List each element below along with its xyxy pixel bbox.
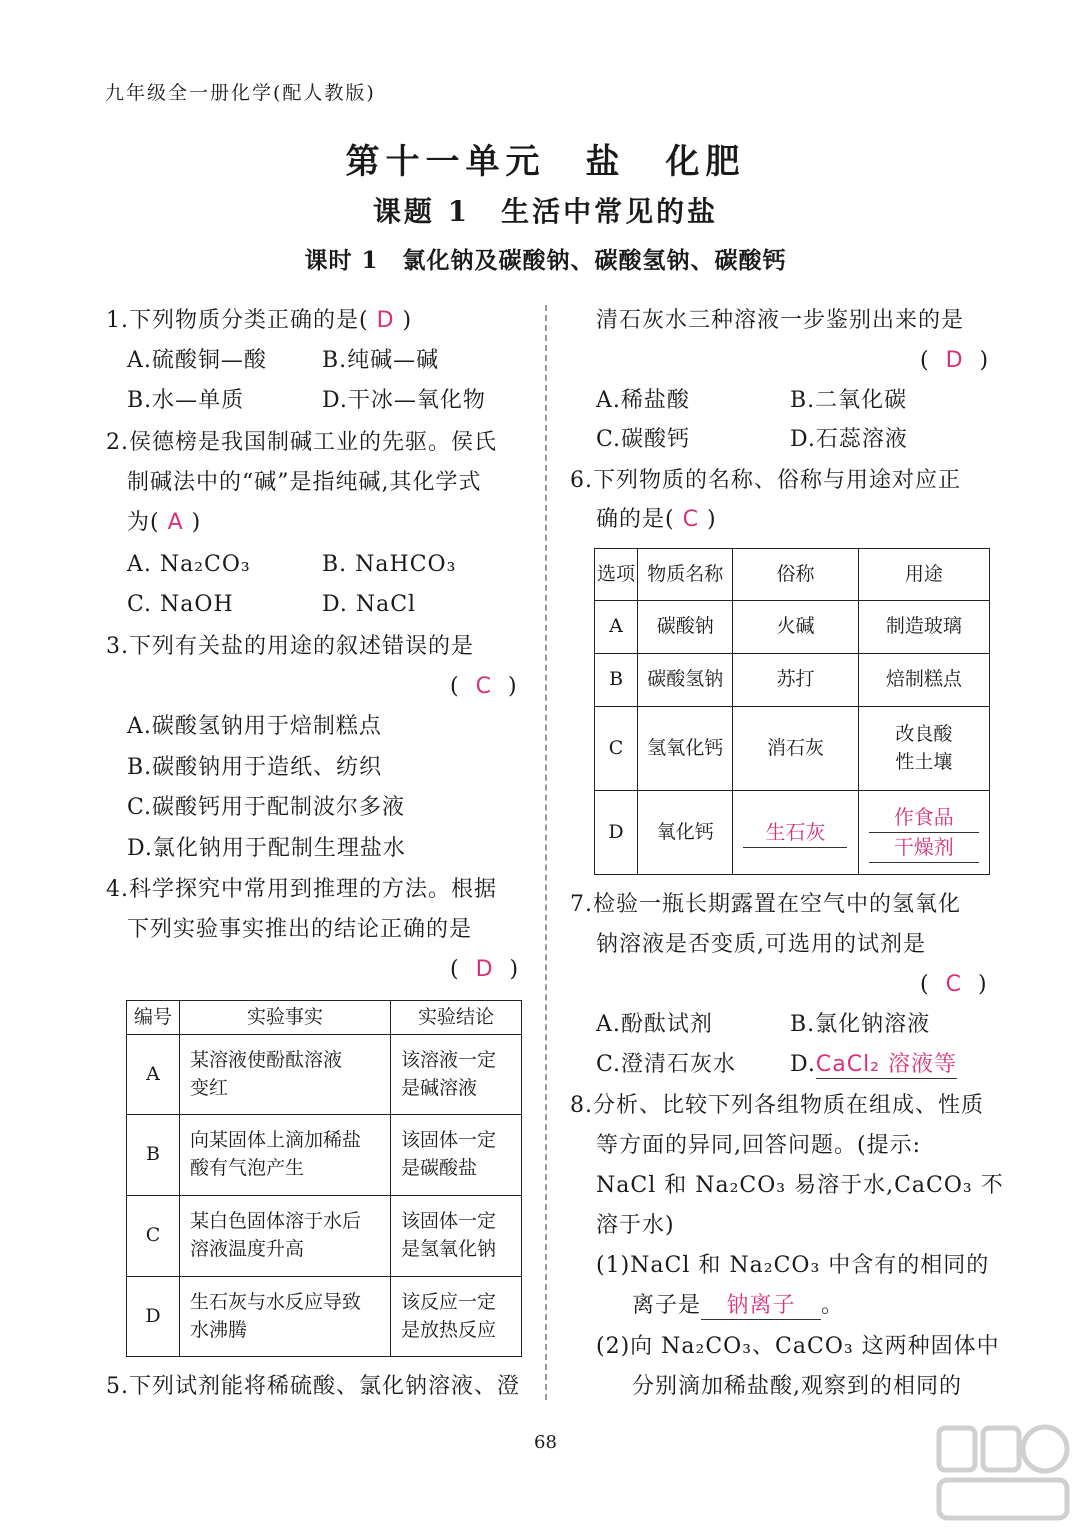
- row-id: B: [595, 654, 638, 707]
- conclusion-cell: 该溶液一定 是碱溶液: [391, 1035, 522, 1115]
- q2-option-c: C. NaOH: [127, 592, 234, 617]
- q2-option-d: D. NaCl: [322, 592, 417, 617]
- conclusion-cell: 该固体一定 是氢氧化钠: [391, 1196, 522, 1277]
- common-name-cell: 火碱: [733, 601, 858, 654]
- q7-option-d: D.CaCl₂ 溶液等: [790, 1052, 957, 1079]
- q2-answer: A: [167, 510, 184, 535]
- handwritten-answer: 作食品: [869, 803, 979, 833]
- q2-line2: 制碱法中的“碱”是指纯碱,其化学式: [127, 470, 482, 495]
- use-cell: 制造玻璃: [858, 601, 989, 654]
- q7-option-c: C.澄清石灰水: [596, 1052, 737, 1077]
- q2-option-b: B. NaHCO₃: [322, 552, 457, 577]
- common-name-cell: 消石灰: [733, 707, 858, 791]
- q8-line3: NaCl 和 Na₂CO₃ 易溶于水,CaCO₃ 不: [596, 1173, 1004, 1198]
- table-header-cell: 用途: [858, 549, 989, 601]
- q8-sub1-line2: 离子是 钠离子 。: [632, 1293, 844, 1320]
- row-id: A: [595, 601, 638, 654]
- table-row: [127, 1277, 522, 1357]
- use-cell: [858, 791, 989, 875]
- q7-answer: C: [945, 972, 962, 997]
- q8-line2: 等方面的异同,回答问题。(提示:: [596, 1133, 921, 1158]
- table-header-row: [127, 1001, 522, 1035]
- q4-table: [126, 1000, 522, 1357]
- column-divider: [545, 305, 547, 1400]
- q1-option-b: B.纯碱—碱: [322, 348, 440, 373]
- q8-sub2-line2: 分别滴加稀盐酸,观察到的相同的: [632, 1374, 962, 1399]
- q3-option-b: B.碳酸钠用于造纸、纺织: [127, 755, 383, 780]
- table-row: [127, 1115, 522, 1196]
- fact-cell: 某白色固体溶于水后 溶液温度升高: [180, 1196, 391, 1277]
- handwritten-answer: 干燥剂: [869, 833, 979, 863]
- row-id: A: [127, 1035, 180, 1115]
- table-header-cell: 俗称: [733, 549, 858, 601]
- q6-table: [594, 548, 990, 875]
- handwritten-answer: 生石灰: [743, 818, 847, 848]
- q8-sub1-line1: (1)NaCl 和 Na₂CO₃ 中含有的相同的: [596, 1253, 990, 1278]
- q5-option-d: D.石蕊溶液: [790, 427, 908, 452]
- q2-line1: 2.侯德榜是我国制碱工业的先驱。侯氏: [106, 430, 497, 455]
- q5-option-c: C.碳酸钙: [596, 427, 691, 452]
- table-row: [595, 601, 990, 654]
- q2-option-a: A. Na₂CO₃: [127, 552, 251, 577]
- table-row: [595, 707, 990, 791]
- conclusion-cell: 该固体一定 是碳酸盐: [391, 1115, 522, 1196]
- q5-line1: 5.下列试剂能将稀硫酸、氯化钠溶液、澄: [106, 1374, 520, 1399]
- conclusion-cell: 该反应一定 是放热反应: [391, 1277, 522, 1357]
- page-number: 68: [534, 1432, 557, 1453]
- q3-option-d: D.氯化钠用于配制生理盐水: [127, 836, 406, 861]
- q5-option-a: A.稀盐酸: [596, 388, 690, 413]
- table-header-cell: 编号: [127, 1001, 180, 1035]
- row-id: C: [127, 1196, 180, 1277]
- common-name-cell: [733, 791, 858, 875]
- q3-answer-slot: ( C ): [450, 674, 518, 699]
- q5-option-b: B.二氧化碳: [790, 388, 908, 413]
- section-title: 课时 1 氯化钠及碳酸钠、碳酸氢钠、碳酸钙: [304, 247, 787, 274]
- table-header-row: [595, 549, 990, 601]
- common-name-cell: 苏打: [733, 654, 858, 707]
- q5-answer: D: [945, 348, 964, 373]
- q7-line2: 钠溶液是否变质,可选用的试剂是: [596, 932, 926, 957]
- row-id: B: [127, 1115, 180, 1196]
- q1-option-d: D.干冰—氧化物: [322, 388, 486, 413]
- q1-option-a: A.硫酸铜—酸: [127, 348, 267, 373]
- q8-sub1-answer: 钠离子: [701, 1293, 821, 1320]
- row-id: D: [127, 1277, 180, 1357]
- q6-answer: C: [682, 507, 699, 532]
- book-header: 九年级全一册化学(配人教版): [105, 82, 376, 104]
- fact-cell: 某溶液使酚酞溶液 变红: [180, 1035, 391, 1115]
- q8-line1: 8.分析、比较下列各组物质在组成、性质: [570, 1093, 984, 1118]
- row-id: C: [595, 707, 638, 791]
- lesson-title: 课题 1 生活中常见的盐: [372, 195, 719, 228]
- watermark-logo: [933, 1418, 1073, 1528]
- table-row: [595, 791, 990, 875]
- q7-option-a: A.酚酞试剂: [596, 1012, 713, 1037]
- q7-answer-slot: ( C ): [920, 972, 988, 997]
- name-cell: 碳酸氢钠: [638, 654, 733, 707]
- table-row: [127, 1196, 522, 1277]
- use-cell: 焙制糕点: [858, 654, 989, 707]
- q1-option-c: B.水—单质: [127, 388, 245, 413]
- q4-line1: 4.科学探究中常用到推理的方法。根据: [106, 877, 497, 902]
- q3-option-a: A.碳酸氢钠用于焙制糕点: [127, 714, 382, 739]
- table-header-cell: 实验结论: [391, 1001, 522, 1035]
- use-cell: 改良酸 性土壤: [858, 707, 989, 791]
- table-row: [127, 1035, 522, 1115]
- unit-title: 第十一单元 盐 化肥: [345, 142, 746, 182]
- q6-line1: 6.下列物质的名称、俗称与用途对应正: [570, 468, 961, 493]
- table-header-cell: 选项: [595, 549, 638, 601]
- q3-answer: C: [475, 674, 492, 699]
- name-cell: 氧化钙: [638, 791, 733, 875]
- q6-line2: 确的是( C ): [596, 507, 717, 532]
- fact-cell: 向某固体上滴加稀盐 酸有气泡产生: [180, 1115, 391, 1196]
- row-id: D: [595, 791, 638, 875]
- q4-line2: 下列实验事实推出的结论正确的是: [127, 917, 473, 942]
- q7-handwritten-answer: CaCl₂ 溶液等: [816, 1052, 957, 1079]
- q1-answer: D: [376, 308, 395, 333]
- q7-line1: 7.检验一瓶长期露置在空气中的氢氧化: [570, 892, 961, 917]
- q8-line4: 溶于水): [596, 1213, 675, 1238]
- table-header-cell: 实验事实: [180, 1001, 391, 1035]
- fact-cell: 生石灰与水反应导致 水沸腾: [180, 1277, 391, 1357]
- name-cell: 碳酸钠: [638, 601, 733, 654]
- q4-answer: D: [475, 957, 494, 982]
- q8-sub2-line1: (2)向 Na₂CO₃、CaCO₃ 这两种固体中: [596, 1334, 1000, 1359]
- q3-line1: 3.下列有关盐的用途的叙述错误的是: [106, 634, 474, 659]
- q7-option-b: B.氯化钠溶液: [790, 1012, 931, 1037]
- name-cell: 氢氧化钙: [638, 707, 733, 791]
- q3-option-c: C.碳酸钙用于配制波尔多液: [127, 795, 406, 820]
- q5-answer-slot: ( D ): [920, 348, 990, 373]
- q4-answer-slot: ( D ): [450, 957, 520, 982]
- q5-line2: 清石灰水三种溶液一步鉴别出来的是: [596, 308, 965, 333]
- table-header-cell: 物质名称: [638, 549, 733, 601]
- q2-line3: 为( A ): [127, 510, 202, 535]
- table-row: [595, 654, 990, 707]
- q1-stem: 1.下列物质分类正确的是( D ): [106, 308, 413, 333]
